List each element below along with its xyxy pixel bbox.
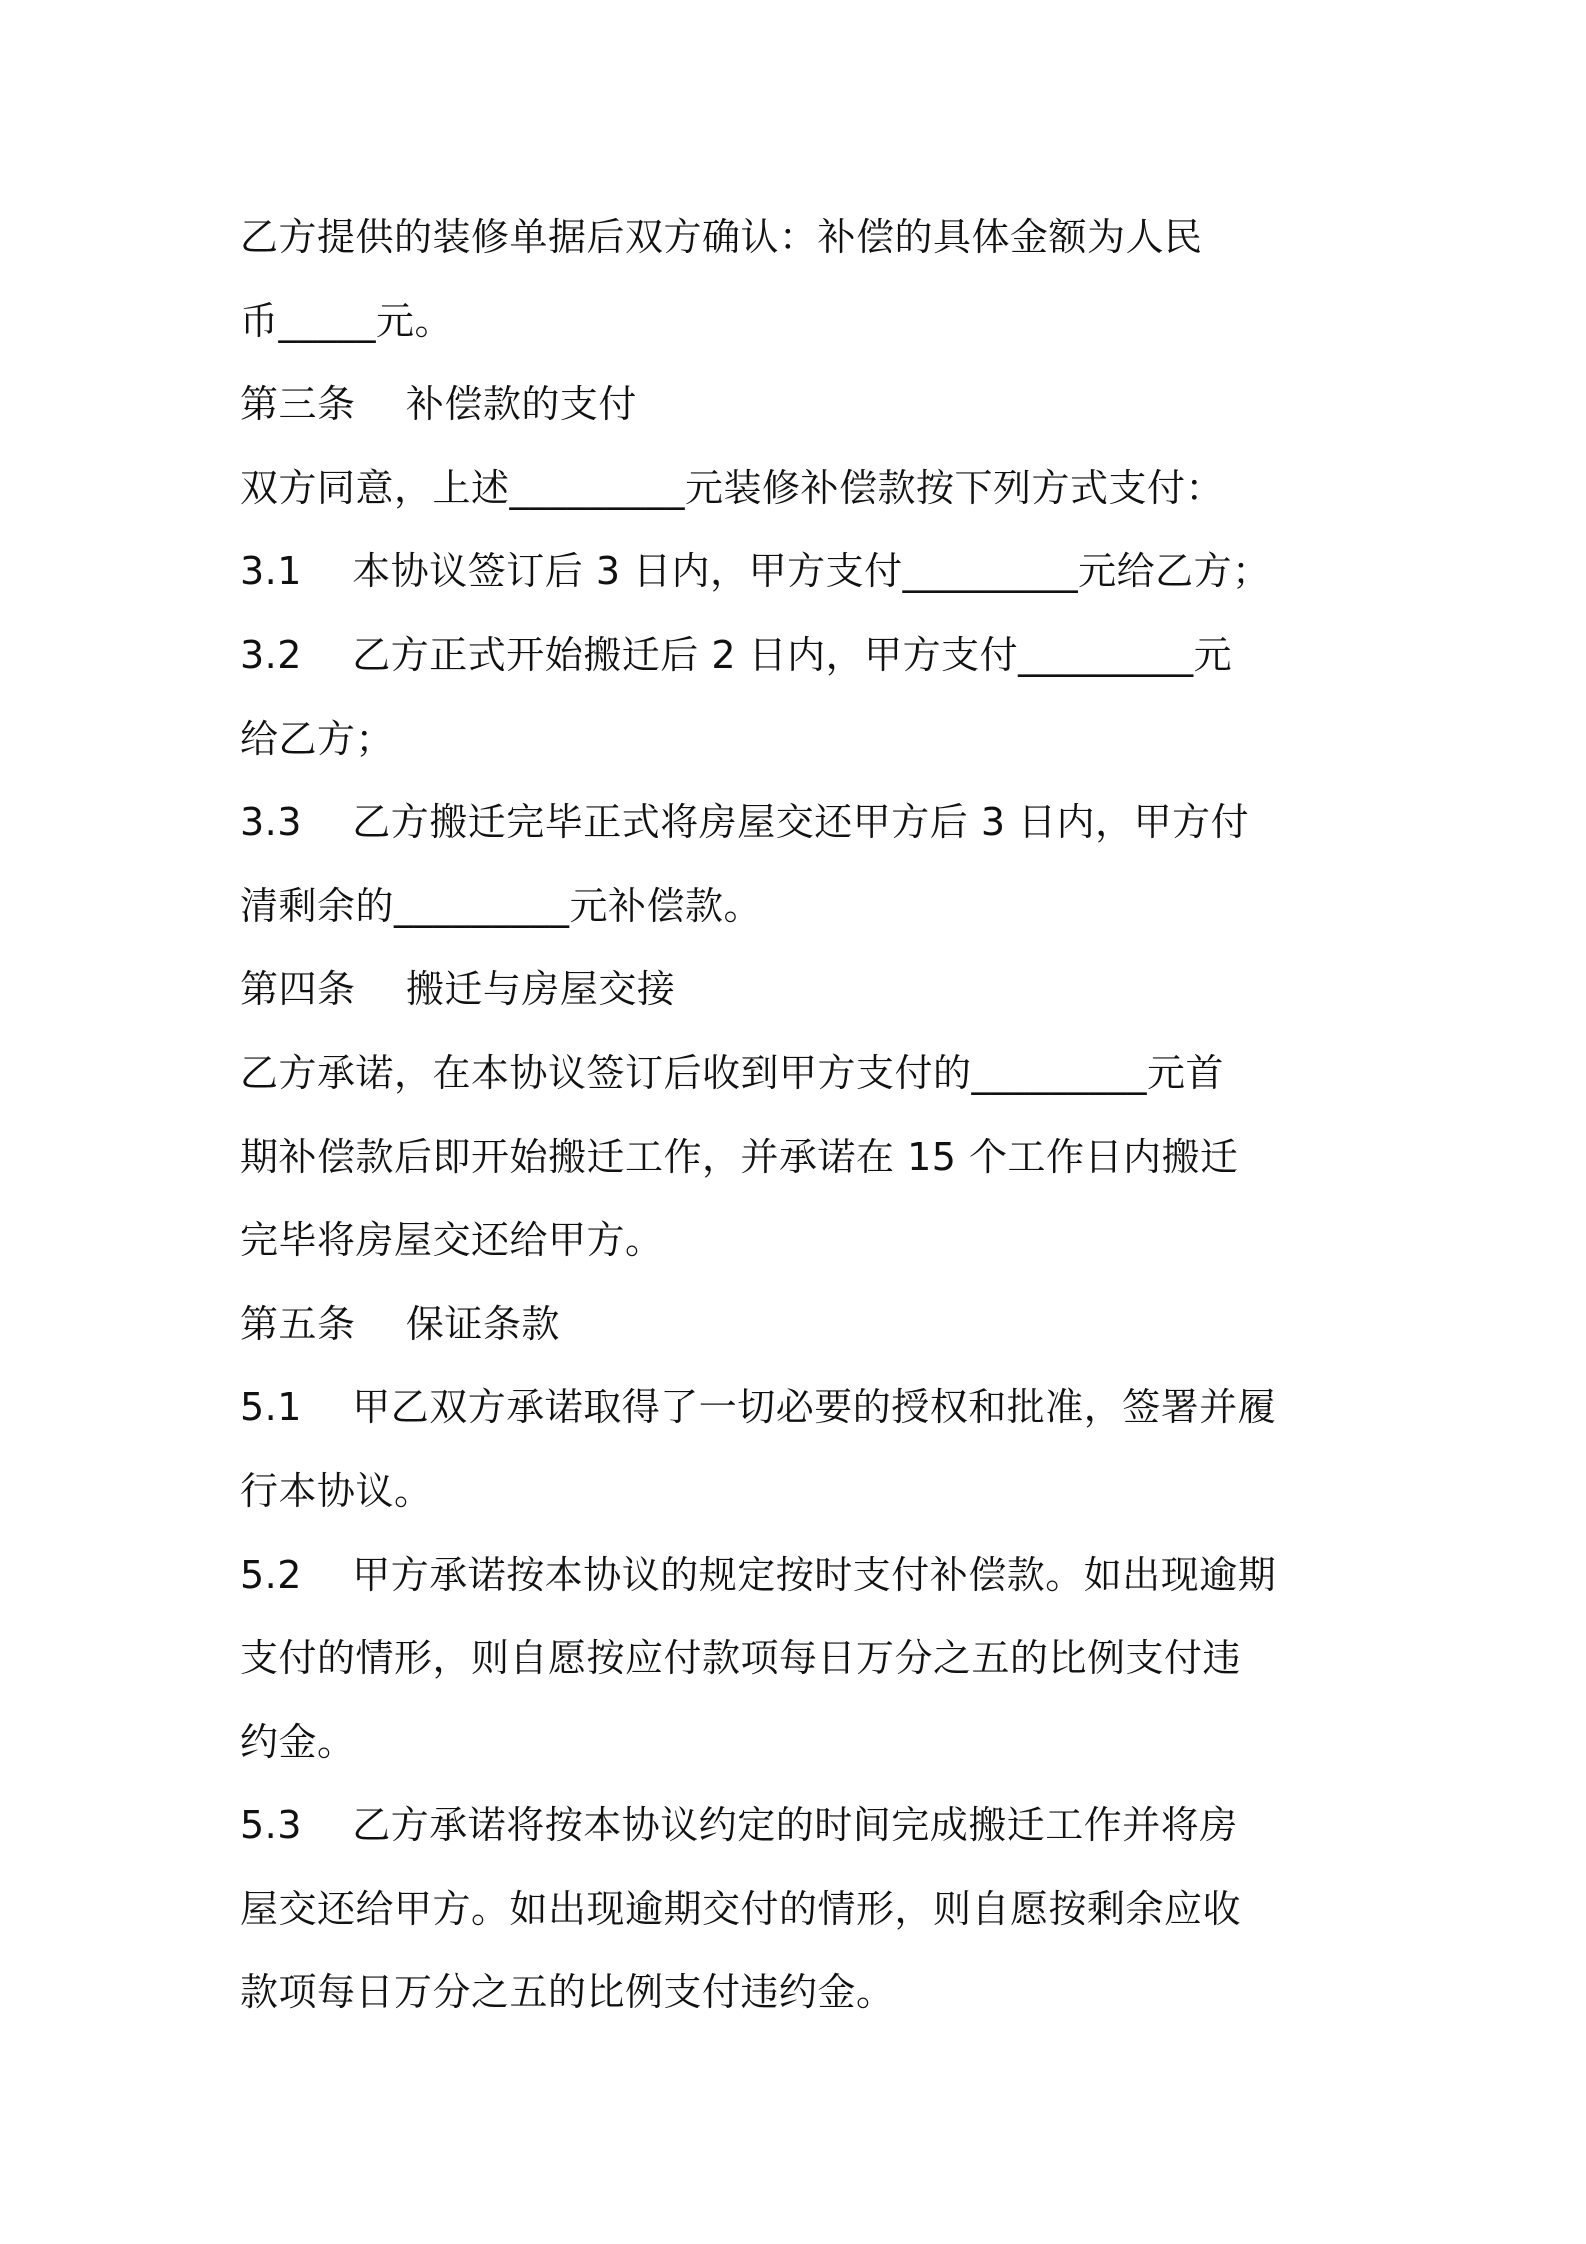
clause-5-2-end: 约金。 [240, 1719, 356, 1764]
agreement-body-text [240, 196, 1360, 2035]
clause-5-1: 5.1 甲乙双方承诺取得了一切必要的授权和批准，签署并履 [240, 1385, 1277, 1430]
clause-5-1-continued: 行本协议。 [240, 1468, 433, 1513]
text-line-2: 币_____元。 [240, 298, 454, 343]
clause-3-3: 3.3 乙方搬迁完毕正式将房屋交还甲方后 3 日内，甲方付 [240, 800, 1250, 845]
clause-3-3-continued: 清剩余的_________元补偿款。 [240, 883, 763, 928]
text-line-12: 期补偿款后即开始搬迁工作，并承诺在 15 个工作日内搬迁 [240, 1134, 1239, 1179]
section-heading-article-4: 第四条 搬迁与房屋交接 [240, 967, 676, 1012]
clause-3-2: 3.2 乙方正式开始搬迁后 2 日内，甲方支付_________元 [240, 632, 1233, 677]
clause-5-2-continued: 支付的情形，则自愿按应付款项每日万分之五的比例支付违 [240, 1636, 1242, 1681]
clause-3-1: 3.1 本协议签订后 3 日内，甲方支付_________元给乙方； [240, 549, 1271, 594]
section-heading-article-3: 第三条 补偿款的支付 [240, 382, 637, 427]
clause-3-2-continued: 给乙方； [240, 716, 395, 761]
text-line-4: 双方同意，上述_________元装修补偿款按下列方式支付： [240, 465, 1225, 510]
clause-5-3-continued: 屋交还给甲方。如出现逾期交付的情形，则自愿按剩余应收 [240, 1886, 1242, 1931]
clause-5-3-end: 款项每日万分之五的比例支付违约金。 [240, 1970, 895, 2015]
clause-5-3: 5.3 乙方承诺将按本协议约定的时间完成搬迁工作并将房 [240, 1803, 1238, 1848]
text-line-13: 完毕将房屋交还给甲方。 [240, 1218, 664, 1263]
text-line-1: 乙方提供的装修单据后双方确认：补偿的具体金额为人民 [240, 215, 1203, 259]
clause-5-2: 5.2 甲方承诺按本协议的规定按时支付补偿款。如出现逾期 [240, 1552, 1277, 1597]
section-heading-article-5: 第五条 保证条款 [240, 1301, 560, 1346]
text-line-11: 乙方承诺，在本协议签订后收到甲方支付的_________元首 [240, 1050, 1225, 1095]
